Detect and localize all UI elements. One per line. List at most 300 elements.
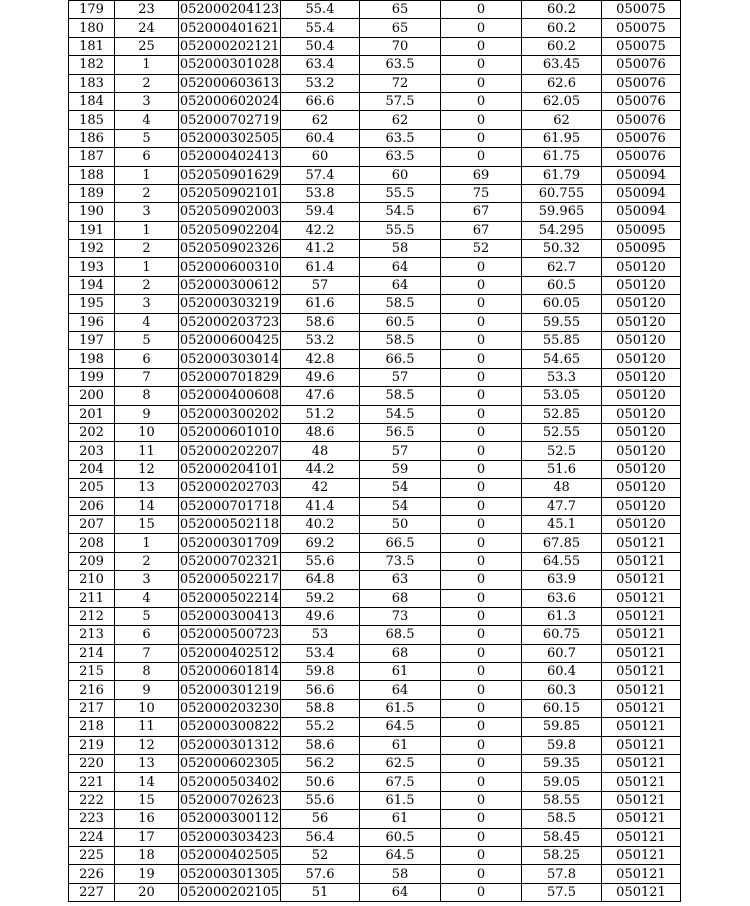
cell-extra-score: 0 <box>441 515 522 533</box>
cell-interview-score: 58.5 <box>360 295 441 313</box>
cell-group-rank: 1 <box>115 534 179 552</box>
cell-position-code: 050121 <box>602 828 681 846</box>
cell-serial-number: 183 <box>69 74 115 92</box>
cell-position-code: 050120 <box>602 442 681 460</box>
cell-interview-score: 66.5 <box>360 534 441 552</box>
cell-total-score: 45.1 <box>522 515 602 533</box>
cell-serial-number: 203 <box>69 442 115 460</box>
cell-written-score: 60 <box>281 148 360 166</box>
cell-serial-number: 204 <box>69 460 115 478</box>
table-row <box>69 791 681 809</box>
cell-interview-score: 68 <box>360 589 441 607</box>
table-row <box>69 883 681 901</box>
cell-interview-score: 54 <box>360 497 441 515</box>
cell-total-score: 59.8 <box>522 736 602 754</box>
cell-written-score: 48.6 <box>281 423 360 441</box>
cell-extra-score: 0 <box>441 332 522 350</box>
cell-extra-score: 0 <box>441 736 522 754</box>
cell-interview-score: 63 <box>360 571 441 589</box>
cell-written-score: 53.2 <box>281 332 360 350</box>
table-row <box>69 571 681 589</box>
table-row <box>69 644 681 662</box>
cell-position-code: 050120 <box>602 350 681 368</box>
table-row <box>69 718 681 736</box>
cell-interview-score: 73.5 <box>360 552 441 570</box>
cell-group-rank: 12 <box>115 460 179 478</box>
cell-serial-number: 207 <box>69 515 115 533</box>
cell-extra-score: 0 <box>441 497 522 515</box>
cell-extra-score: 0 <box>441 607 522 625</box>
cell-group-rank: 11 <box>115 442 179 460</box>
cell-interview-score: 62 <box>360 111 441 129</box>
cell-written-score: 52 <box>281 846 360 864</box>
table-row <box>69 773 681 791</box>
cell-extra-score: 0 <box>441 773 522 791</box>
cell-group-rank: 13 <box>115 755 179 773</box>
cell-extra-score: 0 <box>441 810 522 828</box>
cell-serial-number: 220 <box>69 755 115 773</box>
cell-group-rank: 1 <box>115 166 179 184</box>
cell-interview-score: 61.5 <box>360 791 441 809</box>
cell-total-score: 60.2 <box>522 19 602 37</box>
cell-exam-id: 052000701829 <box>179 370 280 385</box>
table-row <box>69 313 681 331</box>
cell-written-score: 62 <box>281 111 360 129</box>
cell-written-score: 63.4 <box>281 56 360 74</box>
cell-serial-number: 223 <box>69 810 115 828</box>
cell-interview-score: 61 <box>360 663 441 681</box>
cell-serial-number: 211 <box>69 589 115 607</box>
table-row <box>69 111 681 129</box>
cell-serial-number: 221 <box>69 773 115 791</box>
cell-group-rank: 3 <box>115 571 179 589</box>
cell-exam-id: 052000300822 <box>179 719 280 735</box>
cell-exam-id: 052000602024 <box>179 94 280 110</box>
table-row <box>69 497 681 515</box>
cell-total-score: 53.3 <box>522 368 602 386</box>
cell-position-code: 050076 <box>602 111 681 129</box>
cell-extra-score: 67 <box>441 203 522 221</box>
cell-position-code: 050094 <box>602 166 681 184</box>
cell-written-score: 53 <box>281 626 360 644</box>
cell-group-rank: 4 <box>115 589 179 607</box>
cell-total-score: 61.79 <box>522 166 602 184</box>
cell-exam-id: 052000301709 <box>179 535 280 551</box>
cell-position-code: 050120 <box>602 515 681 533</box>
cell-written-score: 42.2 <box>281 221 360 239</box>
cell-extra-score: 0 <box>441 571 522 589</box>
cell-written-score: 53.4 <box>281 644 360 662</box>
cell-serial-number: 181 <box>69 37 115 55</box>
cell-position-code: 050120 <box>602 460 681 478</box>
cell-written-score: 49.6 <box>281 607 360 625</box>
cell-interview-score: 60 <box>360 166 441 184</box>
cell-total-score: 60.2 <box>522 37 602 55</box>
cell-exam-id: 052000300413 <box>179 609 280 625</box>
cell-written-score: 55.6 <box>281 791 360 809</box>
cell-extra-score: 0 <box>441 699 522 717</box>
cell-position-code: 050076 <box>602 92 681 110</box>
cell-serial-number: 198 <box>69 350 115 368</box>
cell-group-rank: 5 <box>115 332 179 350</box>
cell-position-code: 050120 <box>602 332 681 350</box>
cell-written-score: 59.4 <box>281 203 360 221</box>
cell-extra-score: 0 <box>441 92 522 110</box>
cell-extra-score: 0 <box>441 828 522 846</box>
cell-written-score: 55.6 <box>281 552 360 570</box>
cell-serial-number: 215 <box>69 663 115 681</box>
cell-written-score: 42.8 <box>281 350 360 368</box>
cell-position-code: 050121 <box>602 571 681 589</box>
table-row <box>69 442 681 460</box>
cell-total-score: 58.5 <box>522 810 602 828</box>
cell-serial-number: 209 <box>69 552 115 570</box>
cell-position-code: 050094 <box>602 203 681 221</box>
cell-written-score: 41.2 <box>281 240 360 258</box>
cell-written-score: 61.6 <box>281 295 360 313</box>
cell-interview-score: 63.5 <box>360 56 441 74</box>
table-row <box>69 92 681 110</box>
cell-extra-score: 0 <box>441 534 522 552</box>
cell-serial-number: 219 <box>69 736 115 754</box>
cell-interview-score: 54.5 <box>360 405 441 423</box>
cell-written-score: 57.4 <box>281 166 360 184</box>
cell-serial-number: 186 <box>69 129 115 147</box>
cell-position-code: 050095 <box>602 221 681 239</box>
cell-extra-score: 0 <box>441 295 522 313</box>
cell-extra-score: 69 <box>441 166 522 184</box>
cell-total-score: 55.85 <box>522 332 602 350</box>
cell-written-score: 55.2 <box>281 718 360 736</box>
cell-exam-id: 052000204123 <box>179 2 280 18</box>
table-row <box>69 56 681 74</box>
cell-total-score: 64.55 <box>522 552 602 570</box>
cell-group-rank: 16 <box>115 810 179 828</box>
cell-extra-score: 0 <box>441 479 522 497</box>
cell-interview-score: 72 <box>360 74 441 92</box>
cell-total-score: 60.3 <box>522 681 602 699</box>
cell-written-score: 60.4 <box>281 129 360 147</box>
cell-exam-id: 052000702321 <box>179 553 280 569</box>
cell-position-code: 050075 <box>602 19 681 37</box>
cell-total-score: 61.75 <box>522 148 602 166</box>
cell-exam-id: 052000302505 <box>179 130 280 146</box>
cell-serial-number: 188 <box>69 166 115 184</box>
cell-serial-number: 222 <box>69 791 115 809</box>
cell-serial-number: 226 <box>69 865 115 883</box>
cell-written-score: 57.6 <box>281 865 360 883</box>
cell-serial-number: 224 <box>69 828 115 846</box>
cell-extra-score: 0 <box>441 552 522 570</box>
cell-total-score: 57.8 <box>522 865 602 883</box>
cell-extra-score: 0 <box>441 74 522 92</box>
cell-serial-number: 202 <box>69 423 115 441</box>
cell-extra-score: 0 <box>441 865 522 883</box>
cell-position-code: 050120 <box>602 295 681 313</box>
cell-group-rank: 10 <box>115 699 179 717</box>
cell-position-code: 050120 <box>602 313 681 331</box>
cell-written-score: 59.2 <box>281 589 360 607</box>
cell-extra-score: 0 <box>441 681 522 699</box>
cell-group-rank: 3 <box>115 295 179 313</box>
cell-exam-id: 052000203230 <box>179 701 280 717</box>
cell-exam-id: 052050902101 <box>179 186 280 202</box>
cell-interview-score: 56.5 <box>360 423 441 441</box>
cell-extra-score: 0 <box>441 846 522 864</box>
cell-group-rank: 23 <box>115 1 179 19</box>
cell-exam-id: 052050902326 <box>179 241 280 257</box>
cell-group-rank: 14 <box>115 773 179 791</box>
cell-group-rank: 18 <box>115 846 179 864</box>
cell-interview-score: 64 <box>360 883 441 901</box>
table-row <box>69 148 681 166</box>
cell-exam-id: 052000204101 <box>179 461 280 477</box>
cell-interview-score: 60.5 <box>360 313 441 331</box>
cell-interview-score: 57 <box>360 368 441 386</box>
cell-exam-id: 052000301028 <box>179 57 280 73</box>
cell-group-rank: 6 <box>115 626 179 644</box>
cell-group-rank: 3 <box>115 203 179 221</box>
cell-exam-id: 052000303423 <box>179 829 280 845</box>
table-row <box>69 515 681 533</box>
cell-group-rank: 9 <box>115 681 179 699</box>
cell-group-rank: 20 <box>115 883 179 901</box>
cell-position-code: 050095 <box>602 240 681 258</box>
cell-written-score: 44.2 <box>281 460 360 478</box>
cell-extra-score: 0 <box>441 148 522 166</box>
cell-group-rank: 2 <box>115 240 179 258</box>
cell-group-rank: 2 <box>115 184 179 202</box>
cell-written-score: 58.8 <box>281 699 360 717</box>
cell-extra-score: 0 <box>441 755 522 773</box>
cell-group-rank: 2 <box>115 552 179 570</box>
cell-group-rank: 15 <box>115 791 179 809</box>
cell-total-score: 60.4 <box>522 663 602 681</box>
cell-total-score: 59.55 <box>522 313 602 331</box>
cell-exam-id: 052000202121 <box>179 38 280 54</box>
cell-extra-score: 0 <box>441 644 522 662</box>
cell-total-score: 52.85 <box>522 405 602 423</box>
cell-position-code: 050121 <box>602 810 681 828</box>
cell-group-rank: 3 <box>115 92 179 110</box>
cell-written-score: 41.4 <box>281 497 360 515</box>
cell-exam-id: 052000603613 <box>179 75 280 91</box>
cell-written-score: 55.4 <box>281 1 360 19</box>
cell-position-code: 050094 <box>602 184 681 202</box>
cell-serial-number: 179 <box>69 1 115 19</box>
cell-position-code: 050120 <box>602 258 681 276</box>
table-row <box>69 589 681 607</box>
cell-exam-id: 052000701718 <box>179 498 280 514</box>
cell-exam-id: 052000602305 <box>179 756 280 772</box>
cell-interview-score: 60.5 <box>360 828 441 846</box>
cell-position-code: 050075 <box>602 1 681 19</box>
cell-extra-score: 0 <box>441 129 522 147</box>
cell-total-score: 52.5 <box>522 442 602 460</box>
cell-total-score: 57.5 <box>522 883 602 901</box>
table-row <box>69 74 681 92</box>
cell-position-code: 050121 <box>602 736 681 754</box>
table-row <box>69 258 681 276</box>
cell-extra-score: 75 <box>441 184 522 202</box>
cell-serial-number: 218 <box>69 718 115 736</box>
cell-serial-number: 206 <box>69 497 115 515</box>
cell-exam-id: 052000402512 <box>179 645 280 661</box>
cell-written-score: 53.2 <box>281 74 360 92</box>
cell-group-rank: 7 <box>115 644 179 662</box>
cell-written-score: 58.6 <box>281 313 360 331</box>
cell-position-code: 050121 <box>602 699 681 717</box>
cell-exam-id: 052000303014 <box>179 351 280 367</box>
cell-group-rank: 15 <box>115 515 179 533</box>
cell-position-code: 050121 <box>602 534 681 552</box>
cell-interview-score: 58.5 <box>360 332 441 350</box>
cell-serial-number: 210 <box>69 571 115 589</box>
cell-exam-id: 052000300112 <box>179 811 280 827</box>
cell-exam-id: 052000402505 <box>179 848 280 864</box>
cell-exam-id: 052000400608 <box>179 388 280 404</box>
cell-extra-score: 0 <box>441 258 522 276</box>
cell-extra-score: 0 <box>441 589 522 607</box>
cell-total-score: 62.05 <box>522 92 602 110</box>
cell-extra-score: 0 <box>441 405 522 423</box>
cell-position-code: 050120 <box>602 497 681 515</box>
cell-total-score: 67.85 <box>522 534 602 552</box>
cell-serial-number: 182 <box>69 56 115 74</box>
cell-position-code: 050120 <box>602 387 681 405</box>
cell-serial-number: 217 <box>69 699 115 717</box>
cell-position-code: 050121 <box>602 846 681 864</box>
cell-exam-id: 052000300202 <box>179 406 280 422</box>
cell-serial-number: 185 <box>69 111 115 129</box>
cell-written-score: 47.6 <box>281 387 360 405</box>
cell-total-score: 60.755 <box>522 184 602 202</box>
cell-total-score: 60.7 <box>522 644 602 662</box>
cell-written-score: 58.6 <box>281 736 360 754</box>
cell-group-rank: 5 <box>115 129 179 147</box>
cell-interview-score: 58 <box>360 865 441 883</box>
table-row <box>69 1 681 19</box>
cell-extra-score: 0 <box>441 626 522 644</box>
cell-exam-id: 052000202207 <box>179 443 280 459</box>
table-row <box>69 332 681 350</box>
cell-exam-id: 052000502214 <box>179 590 280 606</box>
cell-serial-number: 213 <box>69 626 115 644</box>
cell-interview-score: 62.5 <box>360 755 441 773</box>
cell-exam-id: 052000502118 <box>179 517 280 533</box>
score-table <box>68 0 681 902</box>
cell-written-score: 64.8 <box>281 571 360 589</box>
cell-exam-id: 052050902204 <box>179 222 280 238</box>
cell-written-score: 66.6 <box>281 92 360 110</box>
table-row <box>69 736 681 754</box>
cell-group-rank: 25 <box>115 37 179 55</box>
cell-exam-id: 052000503402 <box>179 774 280 790</box>
table-row <box>69 295 681 313</box>
cell-extra-score: 0 <box>441 313 522 331</box>
cell-written-score: 56.2 <box>281 755 360 773</box>
cell-extra-score: 67 <box>441 221 522 239</box>
cell-total-score: 63.9 <box>522 571 602 589</box>
cell-group-rank: 19 <box>115 865 179 883</box>
cell-interview-score: 68.5 <box>360 626 441 644</box>
cell-written-score: 59.8 <box>281 663 360 681</box>
cell-written-score: 50.6 <box>281 773 360 791</box>
cell-exam-id: 052000702719 <box>179 112 280 128</box>
cell-total-score: 63.6 <box>522 589 602 607</box>
table-row <box>69 460 681 478</box>
cell-serial-number: 212 <box>69 607 115 625</box>
cell-serial-number: 227 <box>69 883 115 901</box>
cell-group-rank: 13 <box>115 479 179 497</box>
cell-group-rank: 17 <box>115 828 179 846</box>
cell-extra-score: 0 <box>441 663 522 681</box>
cell-written-score: 55.4 <box>281 19 360 37</box>
cell-position-code: 050121 <box>602 589 681 607</box>
cell-group-rank: 1 <box>115 221 179 239</box>
cell-interview-score: 64 <box>360 276 441 294</box>
table-row <box>69 846 681 864</box>
cell-exam-id: 052000203723 <box>179 314 280 330</box>
table-row <box>69 37 681 55</box>
cell-extra-score: 0 <box>441 423 522 441</box>
cell-written-score: 49.6 <box>281 368 360 386</box>
cell-exam-id: 052000601814 <box>179 664 280 680</box>
cell-serial-number: 216 <box>69 681 115 699</box>
table-row <box>69 865 681 883</box>
cell-total-score: 54.65 <box>522 350 602 368</box>
cell-group-rank: 6 <box>115 350 179 368</box>
cell-serial-number: 187 <box>69 148 115 166</box>
cell-written-score: 42 <box>281 479 360 497</box>
cell-interview-score: 73 <box>360 607 441 625</box>
cell-total-score: 62 <box>522 111 602 129</box>
cell-position-code: 050121 <box>602 718 681 736</box>
cell-serial-number: 205 <box>69 479 115 497</box>
cell-position-code: 050075 <box>602 37 681 55</box>
cell-interview-score: 54.5 <box>360 203 441 221</box>
table-row <box>69 240 681 258</box>
cell-extra-score: 0 <box>441 1 522 19</box>
cell-total-score: 58.25 <box>522 846 602 864</box>
cell-interview-score: 55.5 <box>360 221 441 239</box>
cell-written-score: 48 <box>281 442 360 460</box>
cell-exam-id: 052000303219 <box>179 296 280 312</box>
cell-serial-number: 192 <box>69 240 115 258</box>
cell-position-code: 050076 <box>602 56 681 74</box>
cell-exam-id: 052000202703 <box>179 480 280 496</box>
cell-group-rank: 8 <box>115 663 179 681</box>
cell-serial-number: 180 <box>69 19 115 37</box>
cell-total-score: 53.05 <box>522 387 602 405</box>
cell-serial-number: 191 <box>69 221 115 239</box>
cell-serial-number: 193 <box>69 258 115 276</box>
cell-extra-score: 0 <box>441 791 522 809</box>
cell-group-rank: 2 <box>115 74 179 92</box>
cell-total-score: 59.05 <box>522 773 602 791</box>
table-row <box>69 129 681 147</box>
table-row <box>69 184 681 202</box>
cell-exam-id: 052000301305 <box>179 866 280 882</box>
cell-position-code: 050076 <box>602 129 681 147</box>
cell-group-rank: 24 <box>115 19 179 37</box>
cell-serial-number: 197 <box>69 332 115 350</box>
cell-group-rank: 1 <box>115 56 179 74</box>
cell-exam-id: 052000202105 <box>179 884 280 900</box>
cell-group-rank: 11 <box>115 718 179 736</box>
cell-exam-id: 052000502217 <box>179 572 280 588</box>
cell-total-score: 54.295 <box>522 221 602 239</box>
